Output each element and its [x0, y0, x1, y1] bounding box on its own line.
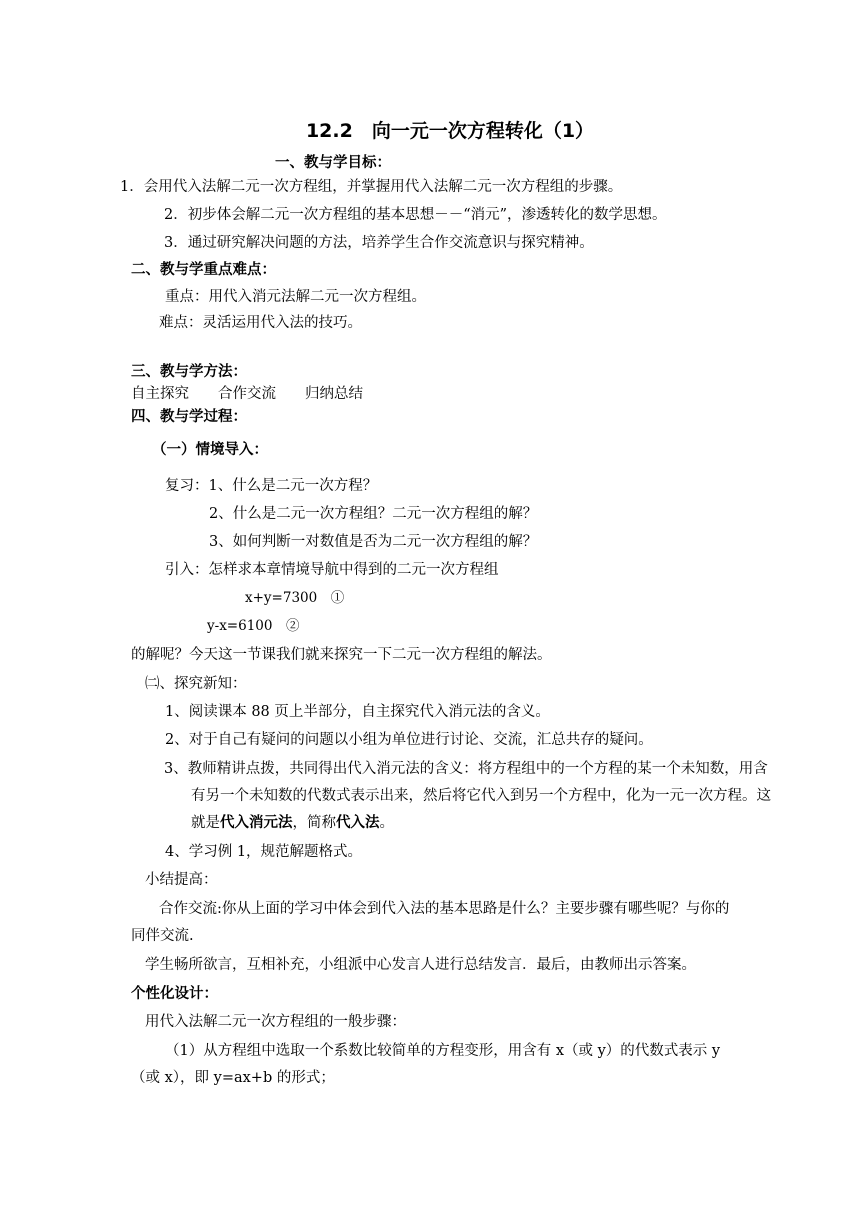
page-title: 12.2 向一元一次方程转化（1）: [305, 120, 595, 142]
equation-1: x+y=7300 ①: [245, 590, 345, 606]
explore-step: 2、对于自己有疑问的问题以小组为单位进行讨论、交流，汇总共存的疑问。: [165, 732, 653, 748]
section-objectives-heading: 一、教与学目标：: [275, 155, 391, 171]
objective-item: 1．会用代入法解二元一次方程组，并掌握用代入法解二元一次方程组的步骤。: [120, 179, 623, 195]
cooperate-text: 合作交流:你从上面的学习中体会到代入法的基本思路是什么？主要步骤有哪些呢？与你的同伴交流.: [131, 901, 730, 944]
intro-text: 引入：怎样求本章情境导航中得到的二元一次方程组: [165, 562, 499, 578]
situation-intro-heading: （一）情境导入：: [152, 442, 268, 458]
explore-step: 4、学习例 1，规范解题格式。: [165, 844, 363, 860]
section-process-heading: 四、教与学过程：: [131, 409, 247, 425]
design-line: 用代入法解二元一次方程组的一般步骤：: [145, 1014, 406, 1030]
section-methods-heading: 三、教与学方法：: [131, 364, 247, 380]
explore-heading: ㈡、探究新知：: [145, 676, 247, 692]
methods-list: 自主探究 合作交流 归纳总结: [131, 386, 363, 402]
summary-heading: 小结提高：: [145, 872, 218, 888]
intro-end-text: 的解呢？今天这一节课我们就来探究一下二元一次方程组的解法。: [131, 647, 552, 663]
explore-step-3: [164, 756, 773, 837]
objective-item: 3．通过研究解决问题的方法，培养学生合作交流意识与探究精神。: [164, 235, 594, 251]
step3-bold-term: 代入法: [336, 815, 380, 831]
step3-text: 3、教师精讲点拨，共同得出代入消元法的含义：将方程组中的一个方程的某一个未知数，用含有另一个未知数的代数式表示出来，然后将它代入到另一个方程中，化为一元一次方程。这就是: [164, 761, 771, 831]
review-question: 复习：1、什么是二元一次方程？: [165, 478, 378, 494]
section-key-points-heading: 二、教与学重点难点：: [131, 262, 276, 278]
step3-bold-term: 代入消元法: [220, 815, 293, 831]
students-text: 学生畅所欲言，互相补充，小组派中心发言人进行总结发言．最后，由教师出示答案。: [145, 957, 696, 973]
key-point: 重点：用代入消元法解二元一次方程组。: [165, 289, 426, 305]
objective-item: 2．初步体会解二元一次方程组的基本思想－－“消元”，渗透转化的数学思想。: [164, 207, 667, 223]
difficult-point: 难点：灵活运用代入法的技巧。: [159, 315, 362, 331]
explore-step: 1、阅读课本 88 页上半部分，自主探究代入消元法的含义。: [165, 704, 550, 720]
design-heading: 个性化设计：: [131, 986, 218, 1002]
equation-2: y-x=6100 ②: [207, 618, 300, 634]
step3-text: 。: [379, 815, 394, 831]
step3-text: ，简称: [292, 815, 336, 831]
review-question: 2、什么是二元一次方程组？二元一次方程组的解？: [209, 506, 538, 522]
design-step-1: （1）从方程组中选取一个系数比较简单的方程变形，用含有 x（或 y）的代数式表示 y（或 x），即 y=ax+b 的形式；: [131, 1043, 721, 1086]
review-question: 3、如何判断一对数值是否为二元一次方程组的解？: [209, 534, 538, 550]
